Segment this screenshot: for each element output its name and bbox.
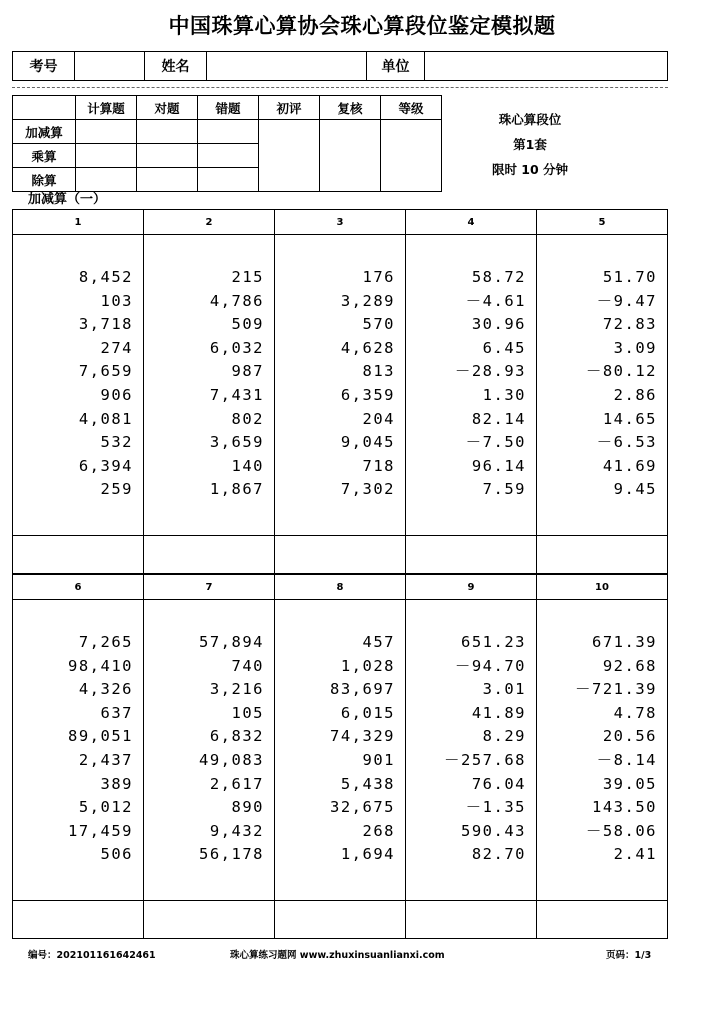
score-cell[interactable] bbox=[137, 144, 198, 168]
score-header: 错题 bbox=[198, 96, 259, 120]
problem-value: －58.06 bbox=[585, 821, 657, 840]
problem-values bbox=[79, 266, 133, 502]
problem-value: －257.68 bbox=[444, 750, 526, 769]
problem-value: 274 bbox=[100, 338, 133, 357]
problem-value: 3,659 bbox=[209, 433, 264, 452]
problem-value: －28.93 bbox=[454, 362, 526, 381]
problem-values bbox=[341, 266, 395, 502]
problem-column bbox=[406, 210, 537, 573]
score-cell[interactable] bbox=[137, 120, 198, 144]
answer-box[interactable] bbox=[275, 535, 405, 573]
problem-number: 10 bbox=[537, 575, 667, 600]
problem-value: －9.47 bbox=[596, 291, 657, 310]
score-cell[interactable] bbox=[198, 144, 259, 168]
problem-value: 58.72 bbox=[471, 268, 526, 286]
exam-no-field[interactable] bbox=[75, 52, 145, 80]
score-cell[interactable] bbox=[198, 120, 259, 144]
problem-value: 30.96 bbox=[471, 315, 526, 334]
unit-label: 单位 bbox=[367, 52, 425, 80]
problem-value: 140 bbox=[231, 456, 264, 475]
score-row-label: 除算 bbox=[13, 168, 76, 192]
problem-value: 39.05 bbox=[602, 774, 657, 793]
problem-value: －721.39 bbox=[575, 680, 657, 699]
problem-value: 32,675 bbox=[330, 798, 395, 817]
problem-column bbox=[144, 210, 275, 573]
problem-value: 176 bbox=[362, 268, 395, 286]
problem-value: 3,718 bbox=[78, 315, 133, 334]
footer-code: 编号：202101161642461 bbox=[28, 950, 156, 961]
problem-value: 41.89 bbox=[471, 703, 526, 722]
problem-column bbox=[144, 575, 275, 938]
problem-values bbox=[210, 266, 264, 502]
problem-value: 72.83 bbox=[602, 315, 657, 334]
problem-value: 4,786 bbox=[209, 291, 264, 310]
problem-value: 82.14 bbox=[471, 409, 526, 428]
problem-value: 389 bbox=[100, 774, 133, 793]
score-header: 复核 bbox=[320, 96, 381, 120]
problem-value: 7,431 bbox=[209, 385, 264, 404]
problem-value: 1,028 bbox=[340, 656, 395, 675]
problem-value: 51.70 bbox=[602, 268, 657, 286]
problem-value: 2,617 bbox=[209, 774, 264, 793]
problem-value: 590.43 bbox=[461, 821, 526, 840]
answer-box[interactable] bbox=[144, 535, 274, 573]
problem-value: 215 bbox=[231, 268, 264, 286]
score-cell[interactable] bbox=[137, 168, 198, 192]
problem-value: 651.23 bbox=[461, 633, 526, 651]
problem-value: 4.78 bbox=[613, 703, 657, 722]
problem-column bbox=[406, 575, 537, 938]
problem-column bbox=[537, 575, 667, 938]
problem-value: －8.14 bbox=[596, 750, 657, 769]
score-row-label: 乘算 bbox=[13, 144, 76, 168]
problem-values bbox=[444, 631, 526, 867]
problem-value: 506 bbox=[100, 845, 133, 864]
problem-value: 41.69 bbox=[602, 456, 657, 475]
problem-value: 6,359 bbox=[340, 385, 395, 404]
problem-value: 6.45 bbox=[482, 338, 526, 357]
problem-value: 906 bbox=[100, 385, 133, 404]
problem-value: 7,302 bbox=[340, 480, 395, 499]
problem-value: 3,216 bbox=[209, 680, 264, 699]
problem-value: 92.68 bbox=[602, 656, 657, 675]
problem-column bbox=[13, 575, 144, 938]
answer-box[interactable] bbox=[13, 535, 143, 573]
problem-value: 83,697 bbox=[330, 680, 395, 699]
problem-values bbox=[330, 631, 395, 867]
problem-value: 5,012 bbox=[78, 798, 133, 817]
problem-value: 57,894 bbox=[199, 633, 264, 651]
problem-value: 20.56 bbox=[602, 727, 657, 746]
answer-box[interactable] bbox=[144, 900, 274, 938]
footer-site: 珠心算练习题网 www.zhuxinsuanlianxi.com bbox=[230, 950, 445, 961]
problem-number: 5 bbox=[537, 210, 667, 235]
problem-number: 6 bbox=[13, 575, 143, 600]
problem-number: 2 bbox=[144, 210, 274, 235]
answer-box[interactable] bbox=[406, 900, 536, 938]
problem-value: 204 bbox=[362, 409, 395, 428]
problem-value: 14.65 bbox=[602, 409, 657, 428]
problem-value: 4,081 bbox=[78, 409, 133, 428]
problem-column bbox=[537, 210, 667, 573]
problem-value: 82.70 bbox=[471, 845, 526, 864]
problem-value: 9,045 bbox=[340, 433, 395, 452]
problem-value: 718 bbox=[362, 456, 395, 475]
exam-no-label: 考号 bbox=[13, 52, 75, 80]
problem-value: 17,459 bbox=[68, 821, 133, 840]
score-header: 对题 bbox=[137, 96, 198, 120]
problem-value: 1,694 bbox=[340, 845, 395, 864]
problem-value: 6,832 bbox=[209, 727, 264, 746]
name-field[interactable] bbox=[207, 52, 367, 80]
problem-column bbox=[275, 210, 406, 573]
problem-value: －94.70 bbox=[454, 656, 526, 675]
problem-number: 1 bbox=[13, 210, 143, 235]
problem-value: 2.86 bbox=[613, 385, 657, 404]
problem-grid-bottom bbox=[12, 574, 668, 939]
problem-value: 890 bbox=[231, 798, 264, 817]
problem-value: 6,015 bbox=[340, 703, 395, 722]
unit-field[interactable] bbox=[425, 52, 667, 80]
score-corner bbox=[13, 96, 76, 120]
problem-number: 8 bbox=[275, 575, 405, 600]
problem-value: 9,432 bbox=[209, 821, 264, 840]
problem-values bbox=[455, 266, 526, 502]
problem-value: 6,032 bbox=[209, 338, 264, 357]
side-info-line2: 第1套 bbox=[513, 137, 547, 152]
problem-value: 89,051 bbox=[68, 727, 133, 746]
problem-column bbox=[275, 575, 406, 938]
problem-value: 987 bbox=[231, 362, 264, 381]
footer-page: 页码：1/3 bbox=[606, 950, 652, 961]
problem-value: 637 bbox=[100, 703, 133, 722]
problem-value: 3.01 bbox=[482, 680, 526, 699]
problem-grid-top bbox=[12, 209, 668, 574]
answer-box[interactable] bbox=[537, 900, 667, 938]
problem-number: 9 bbox=[406, 575, 536, 600]
score-row bbox=[13, 120, 442, 144]
score-header: 计算题 bbox=[76, 96, 137, 120]
name-label: 姓名 bbox=[145, 52, 207, 80]
cut-line bbox=[12, 87, 668, 88]
problem-value: 4,628 bbox=[340, 338, 395, 357]
problem-number: 4 bbox=[406, 210, 536, 235]
problem-number: 3 bbox=[275, 210, 405, 235]
problem-value: 6,394 bbox=[78, 456, 133, 475]
side-info-line3: 限时 10 分钟 bbox=[491, 162, 569, 177]
problem-value: 2,437 bbox=[78, 750, 133, 769]
problem-column bbox=[13, 210, 144, 573]
problem-value: 1,867 bbox=[209, 480, 264, 499]
score-header-row bbox=[13, 96, 442, 120]
problem-value: 143.50 bbox=[592, 798, 657, 817]
problem-value: 901 bbox=[362, 750, 395, 769]
problem-value: 5,438 bbox=[340, 774, 395, 793]
problem-value: 740 bbox=[231, 656, 264, 675]
score-cell-merged[interactable] bbox=[259, 120, 320, 192]
problem-value: 76.04 bbox=[471, 774, 526, 793]
problem-number: 7 bbox=[144, 575, 274, 600]
problem-value: 532 bbox=[100, 433, 133, 452]
answer-box[interactable] bbox=[275, 900, 405, 938]
problem-value: 7,265 bbox=[78, 633, 133, 651]
problem-value: 8,452 bbox=[78, 268, 133, 286]
problem-value: 509 bbox=[231, 315, 264, 334]
answer-box[interactable] bbox=[13, 900, 143, 938]
problem-value: 103 bbox=[100, 291, 133, 310]
info-row bbox=[12, 51, 668, 81]
score-cell-merged[interactable] bbox=[320, 120, 381, 192]
problem-value: 96.14 bbox=[471, 456, 526, 475]
problem-value: －7.50 bbox=[465, 433, 526, 452]
problem-value: 7,659 bbox=[78, 362, 133, 381]
score-cell[interactable] bbox=[76, 120, 137, 144]
problem-value: 671.39 bbox=[592, 633, 657, 651]
side-info-line1: 珠心算段位 bbox=[498, 112, 562, 127]
score-table bbox=[12, 95, 442, 192]
answer-box[interactable] bbox=[537, 535, 667, 573]
problem-value: 4,326 bbox=[78, 680, 133, 699]
problem-value: －4.61 bbox=[465, 291, 526, 310]
score-cell[interactable] bbox=[76, 144, 137, 168]
problem-values bbox=[199, 631, 264, 867]
problem-value: 457 bbox=[362, 633, 395, 651]
problem-value: 9.45 bbox=[613, 480, 657, 499]
answer-box[interactable] bbox=[406, 535, 536, 573]
page-title: 中国珠算心算协会珠心算段位鉴定模拟题 bbox=[168, 14, 556, 38]
problem-value: 268 bbox=[362, 821, 395, 840]
problem-value: 570 bbox=[362, 315, 395, 334]
problem-value: －80.12 bbox=[585, 362, 657, 381]
problem-value: 802 bbox=[231, 409, 264, 428]
problem-value: 56,178 bbox=[199, 845, 264, 864]
problem-value: 105 bbox=[231, 703, 264, 722]
problem-value: 7.59 bbox=[482, 480, 526, 499]
section-label: 加减算（一） bbox=[28, 192, 107, 207]
problem-values bbox=[586, 266, 657, 502]
problem-value: 813 bbox=[362, 362, 395, 381]
score-header: 等级 bbox=[381, 96, 442, 120]
problem-values bbox=[68, 631, 133, 867]
problem-value: 98,410 bbox=[68, 656, 133, 675]
problem-value: 259 bbox=[100, 480, 133, 499]
problem-value: 74,329 bbox=[330, 727, 395, 746]
problem-value: －6.53 bbox=[596, 433, 657, 452]
score-header: 初评 bbox=[259, 96, 320, 120]
problem-value: 49,083 bbox=[199, 750, 264, 769]
problem-value: －1.35 bbox=[465, 798, 526, 817]
score-cell-merged[interactable] bbox=[381, 120, 442, 192]
score-cell[interactable] bbox=[198, 168, 259, 192]
problem-value: 8.29 bbox=[482, 727, 526, 746]
problem-value: 3.09 bbox=[613, 338, 657, 357]
score-row-label: 加减算 bbox=[13, 120, 76, 144]
problem-values bbox=[575, 631, 657, 867]
problem-value: 2.41 bbox=[613, 845, 657, 864]
problem-value: 3,289 bbox=[340, 291, 395, 310]
problem-value: 1.30 bbox=[482, 385, 526, 404]
